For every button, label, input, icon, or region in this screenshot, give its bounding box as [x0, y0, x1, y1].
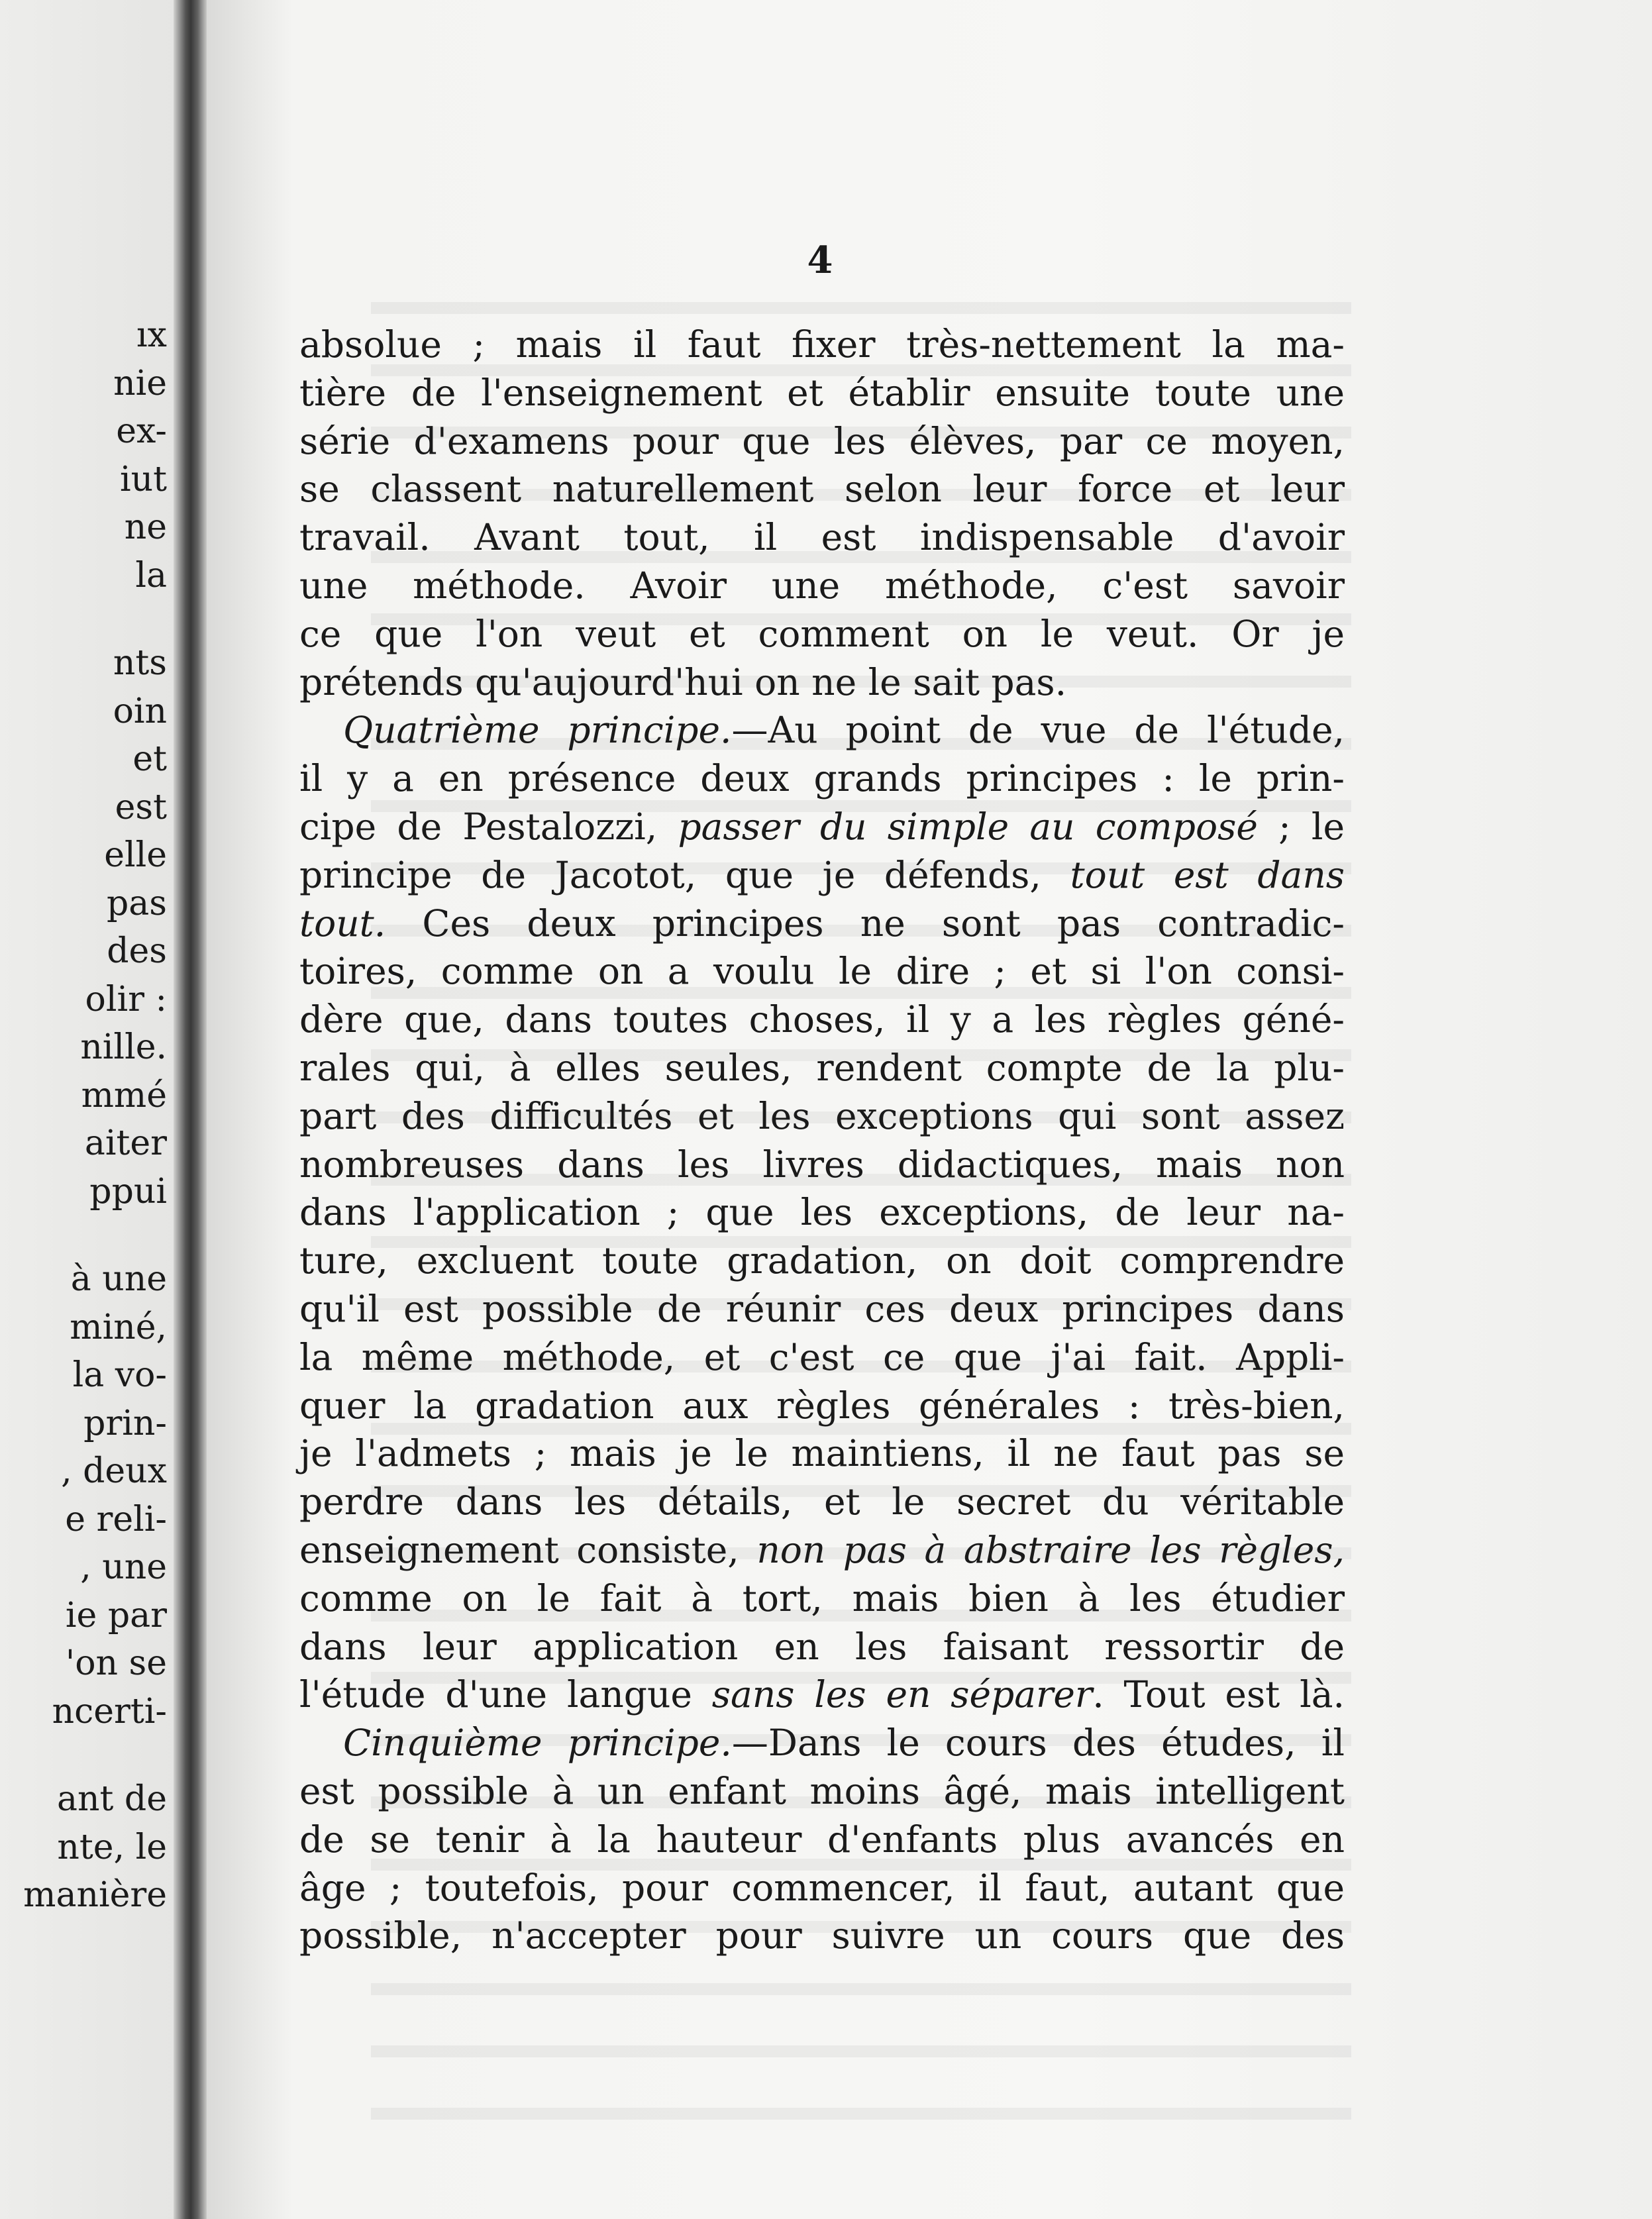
text-line — [299, 1671, 1345, 1719]
text-run: tière de l'enseignement et établir ensuite toute une — [299, 371, 1345, 414]
text-run: prétends qu'aujourd'hui on ne le sait pas. — [299, 660, 1067, 703]
text-run: la même méthode, et c'est ce que j'ai fait. Appli- — [299, 1335, 1345, 1378]
italic-text: tout. — [299, 902, 386, 945]
left-page-line: ne — [124, 507, 167, 547]
left-page-line — [0, 599, 167, 639]
left-page-line: des — [107, 931, 167, 971]
book-gutter — [174, 0, 208, 2219]
left-page-line: est — [115, 787, 167, 827]
text-run: l'étude d'une langue — [299, 1673, 712, 1716]
left-page-line: prin- — [83, 1403, 167, 1443]
left-page-line: pas — [107, 883, 167, 923]
text-line — [299, 417, 1345, 466]
left-page-line: miné, — [70, 1307, 167, 1347]
page-number: 4 — [807, 238, 833, 282]
left-page-line: oin — [113, 691, 167, 731]
italic-text: non pas à abstraire les règles, — [756, 1528, 1345, 1571]
text-line — [299, 562, 1345, 610]
text-run: est possible à un enfant moins âgé, mais intelligent — [299, 1769, 1345, 1812]
text-run: je l'admets ; mais je le maintiens, il ne faut pas se — [299, 1432, 1345, 1475]
text-run: . Tout est là. — [1092, 1673, 1345, 1716]
text-line — [299, 321, 1345, 369]
left-page-line: iut — [119, 459, 167, 499]
text-run: principe de Jacotot, que je défends, — [299, 853, 1070, 896]
text-run: quer la gradation aux règles générales : très-bien, — [299, 1384, 1345, 1427]
left-page-line: e reli- — [65, 1499, 167, 1539]
text-run: perdre dans les détails, et le secret du véritable — [299, 1480, 1345, 1523]
italic-text: tout est dans — [1070, 853, 1345, 896]
text-line — [299, 513, 1345, 562]
left-page-line: , deux — [61, 1451, 167, 1491]
text-run: dans leur application en les faisant ressortir de — [299, 1625, 1345, 1668]
text-line — [299, 851, 1345, 900]
left-page-line: nille. — [80, 1027, 167, 1067]
text-line — [299, 706, 1345, 754]
text-run: enseignement consiste, — [299, 1528, 757, 1571]
text-line — [299, 1623, 1345, 1671]
text-line — [299, 1092, 1345, 1141]
text-run: il y a en présence deux grands principes : le prin- — [299, 757, 1345, 800]
text-run: ce que l'on veut et comment on le veut. Or je — [299, 612, 1345, 655]
text-line — [299, 1333, 1345, 1382]
left-page-line: olir : — [85, 979, 167, 1019]
italic-text: sans les en séparer — [711, 1673, 1093, 1716]
text-line — [299, 1285, 1345, 1333]
text-run: nombreuses dans les livres didactiques, mais non — [299, 1143, 1345, 1186]
left-page-line: mmé — [81, 1075, 167, 1115]
left-page-line: et — [132, 739, 167, 779]
left-page-line: nts — [113, 643, 167, 683]
text-run: travail. Avant tout, il est indispensable d'avoir — [299, 516, 1345, 559]
text-run: —Au point de vue de l'étude, — [731, 709, 1345, 752]
left-page-line: à une — [70, 1259, 167, 1299]
left-page-line: nte, le — [57, 1827, 167, 1867]
text-run: absolue ; mais il faut fixer très-nettement la ma- — [299, 323, 1345, 366]
italic-text: passer du simple au composé — [678, 805, 1258, 848]
text-line — [299, 996, 1345, 1044]
text-line — [299, 1382, 1345, 1430]
text-run: ture, excluent toute gradation, on doit comprendre — [299, 1239, 1345, 1282]
left-page — [0, 0, 199, 2219]
text-run: toires, comme on a voulu le dire ; et si l'on consi- — [299, 950, 1345, 993]
left-page-line: aiter — [84, 1123, 167, 1163]
text-line — [299, 803, 1345, 851]
left-page-line: , une — [80, 1547, 167, 1587]
left-page-line: nie — [113, 363, 167, 403]
left-page-line: la — [135, 555, 167, 595]
text-run: rales qui, à elles seules, rendent compte de la plu- — [299, 1046, 1345, 1089]
body-text — [299, 321, 1345, 1960]
text-run: âge ; toutefois, pour commencer, il faut, autant que — [299, 1866, 1345, 1909]
text-line — [299, 1719, 1345, 1767]
text-line — [299, 1429, 1345, 1478]
left-page-line: ıx — [136, 315, 167, 355]
text-line — [299, 1912, 1345, 1960]
left-page-line: ppui — [89, 1171, 167, 1212]
text-run: de se tenir à la hauteur d'enfants plus avancés en — [299, 1818, 1345, 1861]
text-line — [299, 1864, 1345, 1912]
text-run: possible, n'accepter pour suivre un cours que des — [299, 1914, 1345, 1957]
text-line — [299, 1526, 1345, 1574]
text-line — [299, 947, 1345, 996]
left-page-line: 'on se — [65, 1643, 167, 1683]
text-run: —Dans le cours des études, il — [731, 1722, 1345, 1765]
left-page-line: ncerti- — [52, 1691, 167, 1731]
left-page-line: la vo- — [72, 1355, 167, 1395]
text-run: qu'il est possible de réunir ces deux principes dans — [299, 1287, 1345, 1330]
text-line — [299, 1188, 1345, 1237]
left-page-line: ant de — [57, 1779, 167, 1819]
text-line — [299, 754, 1345, 803]
text-line — [299, 1816, 1345, 1864]
left-page-text-fragments — [0, 311, 167, 1920]
left-page-line — [0, 1735, 167, 1775]
text-line — [299, 900, 1345, 948]
left-page-line: elle — [104, 835, 167, 875]
text-run: cipe de Pestalozzi, — [299, 805, 678, 848]
left-page-line: manière — [23, 1875, 167, 1915]
text-line — [299, 1044, 1345, 1092]
text-line — [299, 1574, 1345, 1623]
text-run: série d'examens pour que les élèves, par ce moyen, — [299, 419, 1345, 462]
left-page-line: ex- — [116, 411, 167, 451]
text-line — [299, 610, 1345, 658]
left-page-line: ie par — [65, 1595, 167, 1635]
text-run: se classent naturellement selon leur force et leur — [299, 468, 1345, 511]
text-line — [299, 1237, 1345, 1285]
text-run: Ces deux principes ne sont pas contradic- — [386, 902, 1345, 945]
text-run: comme on le fait à tort, mais bien à les étudier — [299, 1576, 1345, 1620]
text-line — [299, 1478, 1345, 1526]
text-run: part des difficultés et les exceptions qui sont assez — [299, 1094, 1345, 1137]
text-line — [299, 465, 1345, 513]
italic-text: Cinquième principe. — [343, 1722, 732, 1765]
text-run: ; le — [1257, 805, 1345, 848]
text-line — [299, 658, 1345, 707]
text-line — [299, 1767, 1345, 1816]
text-line — [299, 1141, 1345, 1189]
left-page-line — [0, 1215, 167, 1255]
italic-text: Quatrième principe. — [343, 709, 732, 752]
text-run: dère que, dans toutes choses, il y a les règles géné- — [299, 998, 1345, 1041]
text-run: dans l'application ; que les exceptions, de leur na- — [299, 1191, 1345, 1234]
text-line — [299, 369, 1345, 417]
text-run: une méthode. Avoir une méthode, c'est savoir — [299, 564, 1345, 607]
